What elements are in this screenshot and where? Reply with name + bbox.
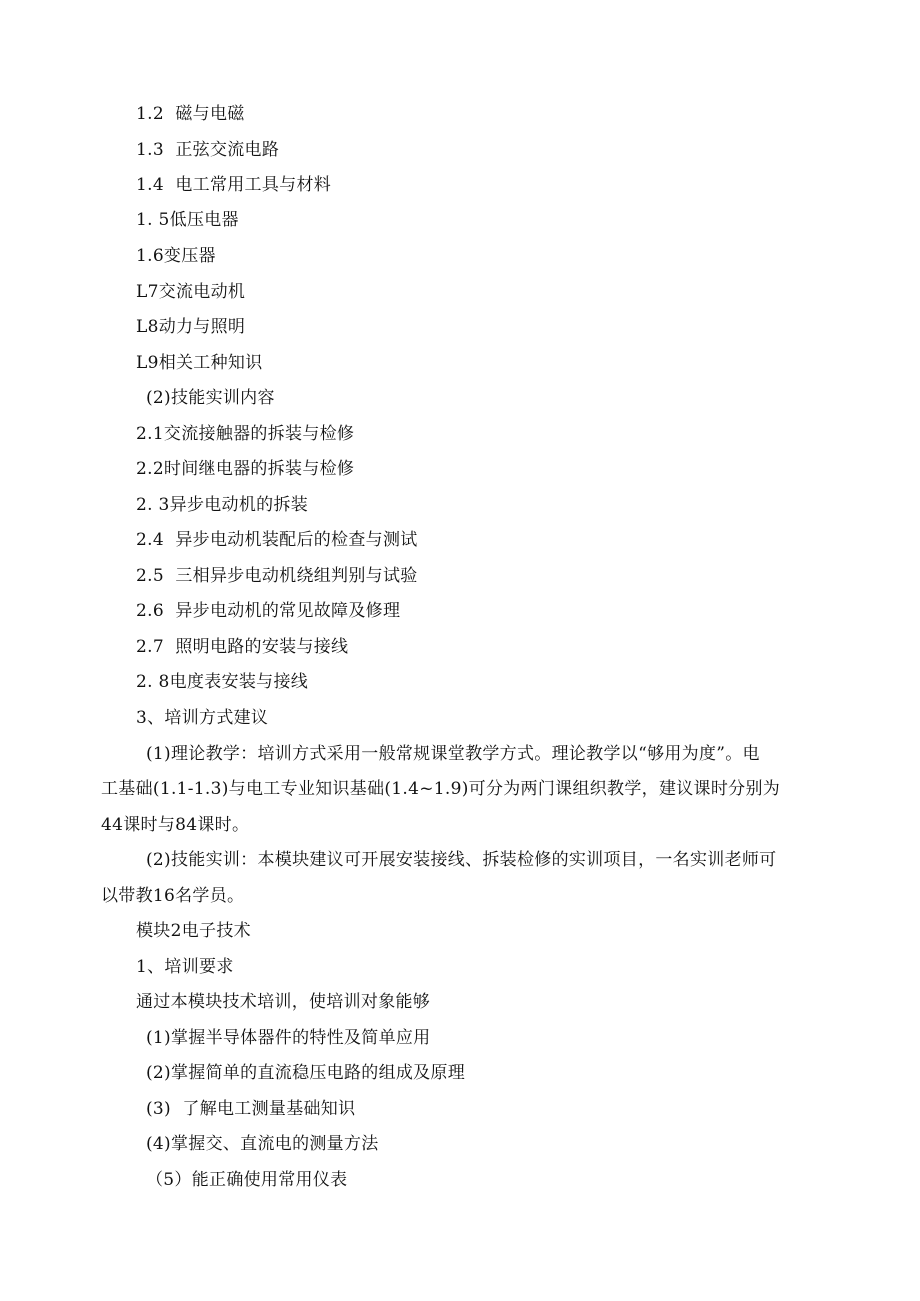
- paragraph-line: 工基础(1.1-1.3)与电工专业知识基础(1.4~1.9)可分为两门课组织教学，建议课时分别为: [101, 779, 781, 799]
- paragraph-line: 44课时与84课时。: [101, 815, 250, 835]
- text-line: 2.5 三相异步电动机绕组判别与试验: [136, 566, 418, 586]
- module-heading: 模块2电子技术: [136, 921, 251, 941]
- section-heading: 3、培训方式建议: [136, 708, 269, 728]
- text-line: 2. 8电度表安装与接线: [136, 672, 309, 692]
- text-line: L8动力与照明: [136, 317, 246, 337]
- text-line: 2.6 异步电动机的常见故障及修理: [136, 601, 401, 621]
- text-line: 2.2时间继电器的拆装与检修: [136, 459, 355, 479]
- text-line: (3) 了解电工测量基础知识: [146, 1099, 356, 1119]
- text-line: 2.7 照明电路的安装与接线: [136, 637, 349, 657]
- text-line: （5）能正确使用常用仪表: [146, 1170, 348, 1190]
- text-line: 1.4 电工常用工具与材料: [136, 175, 332, 195]
- text-line: (2)掌握简单的直流稳压电路的组成及原理: [146, 1063, 466, 1083]
- text-line: L7交流电动机: [136, 282, 246, 302]
- paragraph-line: 以带教16名学员。: [101, 886, 245, 906]
- text-line: 1.3 正弦交流电路: [136, 140, 280, 160]
- paragraph-line: (2)技能实训：本模块建议可开展安装接线、拆装检修的实训项目，一名实训老师可: [146, 850, 777, 870]
- text-line: 1.2 磁与电磁: [136, 104, 245, 124]
- section-heading: (2)技能实训内容: [146, 388, 275, 408]
- text-line: L9相关工种知识: [136, 353, 263, 373]
- text-line: 通过本模块技术培训，使培训对象能够: [136, 992, 431, 1012]
- section-heading: 1、培训要求: [136, 957, 234, 977]
- text-line: 1.6变压器: [136, 246, 216, 266]
- text-line: 2. 3异步电动机的拆装: [136, 495, 309, 515]
- text-line: (1)掌握半导体器件的特性及简单应用: [146, 1028, 431, 1048]
- text-line: 2.4 异步电动机装配后的检查与测试: [136, 530, 418, 550]
- text-line: (4)掌握交、直流电的测量方法: [146, 1134, 379, 1154]
- paragraph-line: (1)理论教学：培训方式采用一般常规课堂教学方式。理论教学以“够用为度”。电: [146, 744, 760, 764]
- text-line: 2.1交流接触器的拆装与检修: [136, 424, 355, 444]
- text-line: 1. 5低压电器: [136, 210, 239, 230]
